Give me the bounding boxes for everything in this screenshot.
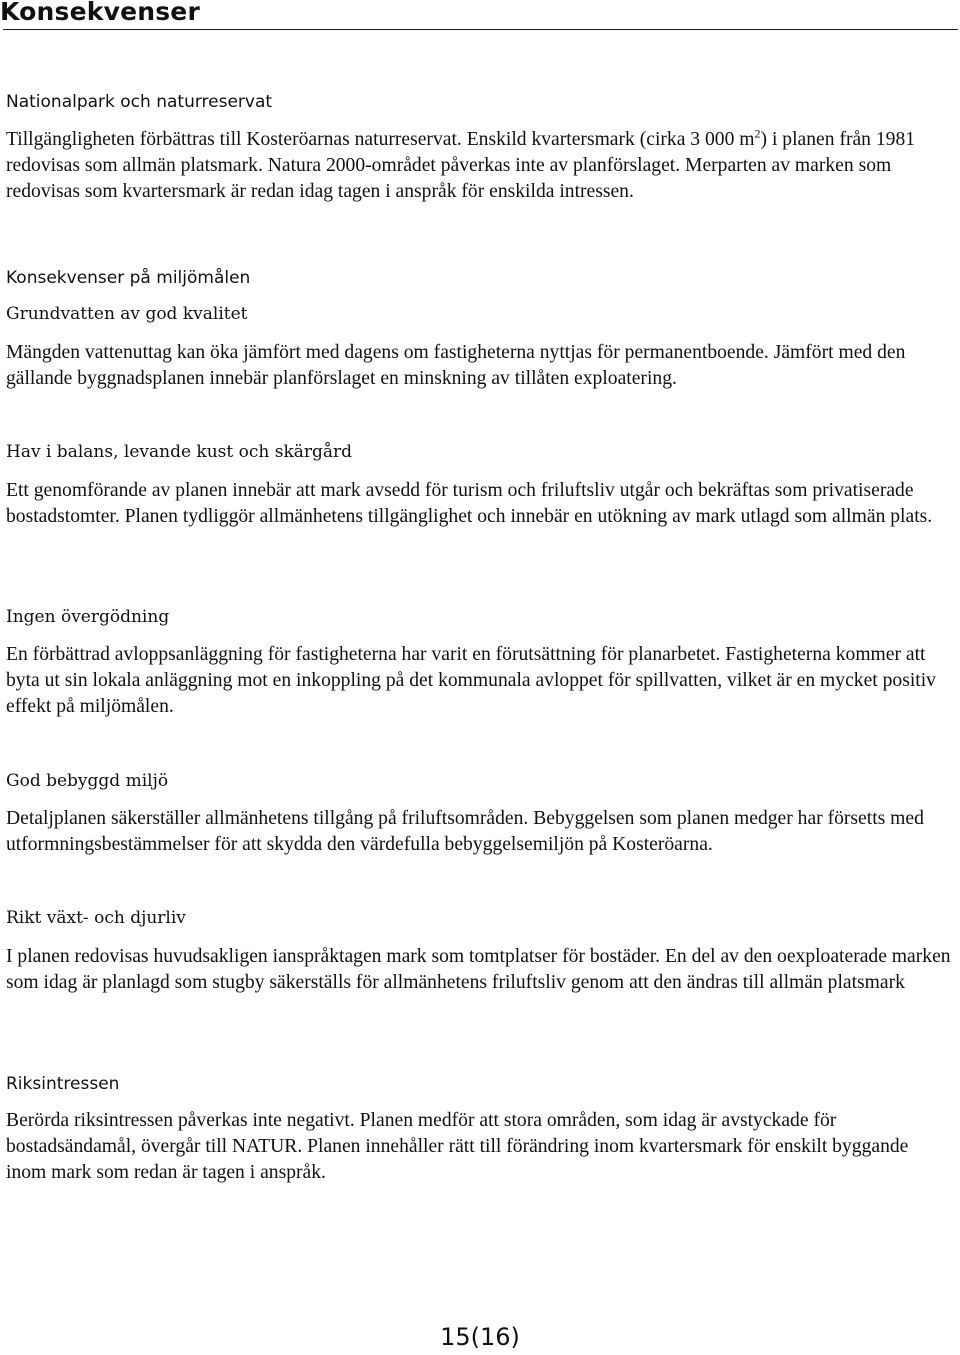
page-title: Konsekvenser [0,0,200,26]
paragraph-nationalpark-part2: ) i planen från 1981 redovisas som allmän platsmark. Natura 2000-området påverkas inte av planförslaget. Merparten av marken som redovisas som kvartersmark är redan idag tagen i anspråk för enskilda intressen. [6,129,916,202]
page-number: 15(16) [440,1323,520,1351]
paragraph-riksintressen: Berörda riksintressen påverkas inte negativt. Planen medför att stora områden, som idag är avstyckade för bostadsändamål, övergår till NATUR. Planen innehåller rätt till förändring inom kvartersmark för enskilt byggande inom mark som redan är tagen i anspråk. [6,1110,909,1183]
heading-god-bebyggd-miljo: God bebyggd miljö [6,771,169,791]
paragraph-god-bebyggd-miljo: Detaljplanen säkerställer allmänhetens tillgång på friluftsområden. Bebyggelsen som planen medger har försetts med utformningsbestämmelser för att skydda den värdefulla bebyggelsemiljön på Kosteröarna. [6,808,924,855]
paragraph-ingen-overgodning: En förbättrad avloppsanläggning för fastigheterna har varit en förutsättning för planarbetet. Fastigheterna kommer att byta ut sin lokala anläggning mot en inkoppling på det kommunala avloppet för spillvatten, vilket är en mycket positiv effekt på miljömålen. [6,644,936,717]
heading-rikt-vaxt-och-djurliv: Rikt växt- och djurliv [6,908,186,928]
paragraph-nationalpark-part1: Tillgängligheten förbättras till Kosteröarnas naturreservat. Enskild kvartersmark (cirka 3 000 m [6,129,755,150]
heading-nationalpark: Nationalpark och naturreservat [6,92,273,112]
superscript-2: 2 [754,126,761,141]
heading-miljomal: Konsekvenser på miljömålen [6,268,251,288]
heading-hav-i-balans: Hav i balans, levande kust och skärgård [6,442,353,462]
heading-riksintressen: Riksintressen [6,1074,120,1094]
paragraph-nationalpark [6,127,952,205]
heading-ingen-overgodning: Ingen övergödning [6,607,170,627]
paragraph-grundvatten: Mängden vattenuttag kan öka jämfört med dagens om fastigheterna nyttjas för permanentboende. Jämfört med den gällande byggnadsplanen innebär planförslaget en minskning av tillåten exploatering. [6,342,906,389]
paragraph-rikt-vaxt-och-djurliv: I planen redovisas huvudsakligen ianspråktagen mark som tomtplatser för bostäder. En del av den oexploaterade marken som idag är planlagd som stugby säkerställs för allmänhetens friluftsliv genom att den ändras till allmän platsmark [6,946,951,993]
title-divider [3,29,958,30]
paragraph-hav-i-balans: Ett genomförande av planen innebär att mark avsedd för turism och friluftsliv utgår och bekräftas som privatiserade bostadstomter. Planen tydliggör allmänhetens tillgänglighet och innebär en utökning av mark utlagd som allmän plats. [6,480,933,527]
heading-grundvatten: Grundvatten av god kvalitet [6,304,248,324]
